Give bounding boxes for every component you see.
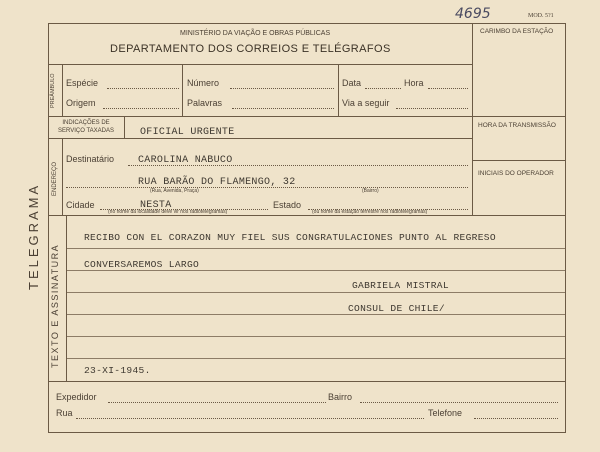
cidade-value: NESTA bbox=[140, 200, 172, 211]
preamble-label: PREÂMBULO bbox=[50, 73, 56, 108]
data-label: Data bbox=[342, 78, 362, 88]
ministry-title: MINISTÉRIO DA VIAÇÃO E OBRAS PÚBLICAS bbox=[180, 30, 331, 37]
signature-name: GABRIELA MISTRAL bbox=[352, 280, 449, 291]
origem-label: Origem bbox=[66, 98, 96, 108]
bairro-label: Bairro bbox=[328, 392, 353, 402]
cidade-label: Cidade bbox=[66, 200, 95, 210]
estado-caption: (ou nome da estação terrestre nos radiotelegramas) bbox=[312, 209, 428, 215]
telegram-side-label: TELEGRAMA bbox=[26, 182, 41, 290]
operator-initials-label: INICIAIS DO OPERADOR bbox=[478, 170, 554, 177]
signature-title: CONSUL DE CHILE/ bbox=[348, 303, 445, 314]
station-stamp-label: CARIMBO DA ESTAÇÃO bbox=[480, 28, 554, 35]
palavras-label: Palavras bbox=[187, 98, 223, 108]
street-caption: (Rua, Avenida, Praça) bbox=[150, 188, 199, 194]
estado-label: Estado bbox=[273, 200, 302, 210]
via-a-seguir-label: Via a seguir bbox=[342, 98, 390, 108]
rua-label: Rua bbox=[56, 408, 73, 418]
indications-label bbox=[50, 119, 122, 135]
message-line-1: RECIBO CON EL CORAZON MUY FIEL SUS CONGRATULACIONES PUNTO AL REGRESO bbox=[84, 232, 496, 243]
telefone-label: Telefone bbox=[428, 408, 463, 418]
bairro-caption: (Bairro) bbox=[362, 188, 379, 194]
especie-label: Espécie bbox=[66, 78, 99, 88]
numero-label: Número bbox=[187, 78, 220, 88]
cidade-caption: (no nome da localidade deve vir nos radiotelegramas) bbox=[108, 209, 228, 215]
handwritten-number: 4695 bbox=[455, 6, 491, 22]
body-section-label: TEXTO E ASSINATURA bbox=[50, 243, 60, 368]
indications-value: OFICIAL URGENTE bbox=[140, 127, 235, 138]
destinatario-value: CAROLINA NABUCO bbox=[138, 155, 233, 166]
street-value: RUA BARÃO DO FLAMENGO, 32 bbox=[138, 177, 296, 188]
destinatario-label: Destinatário bbox=[66, 154, 115, 164]
model-number: MOD. 5?1 bbox=[528, 13, 554, 19]
message-line-2: CONVERSAREMOS LARGO bbox=[84, 259, 200, 270]
hora-label: Hora bbox=[404, 78, 424, 88]
expedidor-label: Expedidor bbox=[56, 392, 97, 402]
indications-label-text: INDICAÇÕES DE SERVIÇO TAXADAS bbox=[57, 120, 115, 134]
message-date: 23-XI-1945. bbox=[84, 365, 151, 376]
address-label: ENDEREÇO bbox=[52, 161, 58, 196]
transmission-time-label: HORA DA TRANSMISSÃO bbox=[478, 122, 556, 129]
department-title: DEPARTAMENTO DOS CORREIOS E TELÉGRAFOS bbox=[110, 43, 391, 55]
